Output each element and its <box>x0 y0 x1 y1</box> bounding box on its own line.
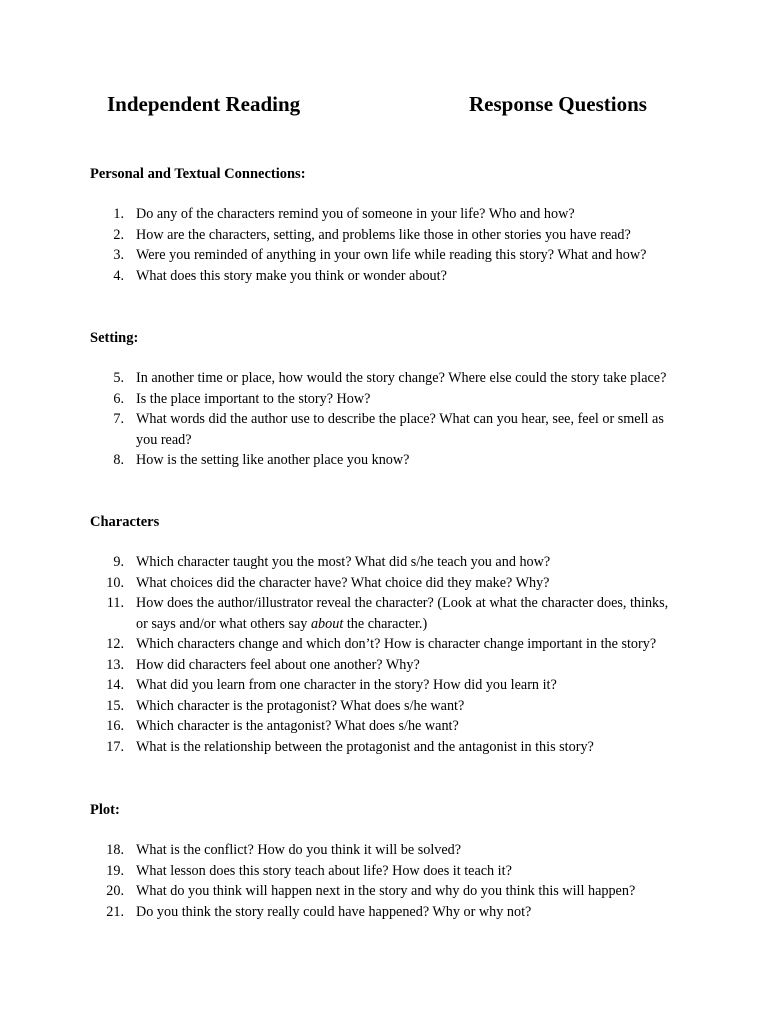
list-item <box>90 225 680 246</box>
question-list <box>90 840 680 922</box>
item-number: 14. <box>106 677 124 693</box>
item-text: What is the relationship between the protagonist and the antagonist in this story? <box>136 738 594 755</box>
section-setting <box>90 328 680 471</box>
section-heading: Plot: <box>90 802 120 818</box>
item-text: What is the conflict? How do you think it will be solved? <box>136 842 462 858</box>
item-number: 3. <box>113 247 124 263</box>
item-number: 9. <box>113 554 124 570</box>
item-text-part: the character.) <box>343 615 428 632</box>
item-number: 17. <box>106 738 124 755</box>
section-heading: Characters <box>90 514 160 530</box>
section-plot <box>90 800 680 922</box>
item-text: Which character taught you the most? What did s/he teach you and how? <box>136 554 551 570</box>
item-number: 8. <box>113 452 124 468</box>
item-number: 15. <box>106 697 124 714</box>
item-text: Which characters change and which don’t? How is character change important in the story? <box>136 636 657 652</box>
question-list <box>90 552 680 757</box>
list-item <box>90 675 680 696</box>
section-heading: Personal and Textual Connections: <box>90 166 306 182</box>
item-text: What did you learn from one character in the story? How did you learn it? <box>136 677 557 693</box>
item-text: Do you think the story really could have happened? Why or why not? <box>136 903 532 920</box>
list-item <box>90 902 680 923</box>
list-item <box>90 737 680 758</box>
title-left: Independent Reading <box>107 92 301 116</box>
list-item <box>90 573 680 594</box>
item-text: How did characters feel about one another? Why? <box>136 656 420 673</box>
question-list <box>90 204 680 286</box>
item-text <box>136 595 668 632</box>
question-list <box>90 368 680 471</box>
list-item <box>90 696 680 717</box>
item-text: What words did the author use to describe the place? What can you hear, see, feel or smell as you read? <box>136 411 664 448</box>
list-item <box>90 861 680 882</box>
list-item <box>90 655 680 676</box>
list-item <box>90 204 680 225</box>
list-item <box>90 266 680 287</box>
list-item <box>90 245 680 266</box>
item-number: 12. <box>106 636 124 652</box>
list-item <box>90 840 680 861</box>
list-item <box>90 716 680 737</box>
list-item <box>90 450 680 471</box>
title-right: Response Questions <box>469 92 647 116</box>
item-text-part: How does the author/illustrator reveal the character? (Look at what the character does, thinks, or says and/or what others say <box>136 595 669 632</box>
item-number: 10. <box>106 574 124 591</box>
item-text: How is the setting like another place you know? <box>136 452 410 468</box>
list-item <box>90 368 680 389</box>
list-item <box>90 389 680 410</box>
item-number: 11. <box>106 595 124 611</box>
item-text: What lesson does this story teach about life? How does it teach it? <box>136 862 512 879</box>
document-title <box>107 92 667 122</box>
item-text: What do you think will happen next in the story and why do you think this will happen? <box>136 883 636 899</box>
item-number: 5. <box>113 370 124 386</box>
section-characters <box>90 512 680 757</box>
item-number: 21. <box>106 903 124 920</box>
item-number: 2. <box>113 226 124 243</box>
list-item <box>90 409 680 450</box>
item-number: 4. <box>113 267 124 284</box>
item-text: What does this story make you think or wonder about? <box>136 267 447 284</box>
item-text: Were you reminded of anything in your own life while reading this story? What and how? <box>136 247 647 263</box>
item-number: 18. <box>106 842 124 858</box>
item-number: 20. <box>106 883 124 899</box>
item-number: 16. <box>106 718 124 734</box>
section-heading: Setting: <box>90 330 139 346</box>
item-number: 6. <box>113 390 124 407</box>
item-text-emphasis: about <box>310 615 344 632</box>
item-text: What choices did the character have? What choice did they make? Why? <box>136 574 550 591</box>
section-personal-textual-connections <box>90 164 680 286</box>
list-item <box>90 593 680 634</box>
item-text: Do any of the characters remind you of someone in your life? Who and how? <box>136 206 575 222</box>
list-item <box>90 634 680 655</box>
item-text: In another time or place, how would the story change? Where else could the story take place? <box>136 370 667 386</box>
item-text: How are the characters, setting, and problems like those in other stories you have read? <box>136 226 631 243</box>
item-number: 19. <box>106 862 124 879</box>
list-item <box>90 552 680 573</box>
item-number: 13. <box>106 656 124 673</box>
item-text: Which character is the antagonist? What does s/he want? <box>136 718 459 734</box>
item-text: Is the place important to the story? How? <box>136 390 371 407</box>
item-text: Which character is the protagonist? What does s/he want? <box>136 697 465 714</box>
item-number: 7. <box>113 411 124 427</box>
item-number: 1. <box>113 206 124 222</box>
list-item <box>90 881 680 902</box>
